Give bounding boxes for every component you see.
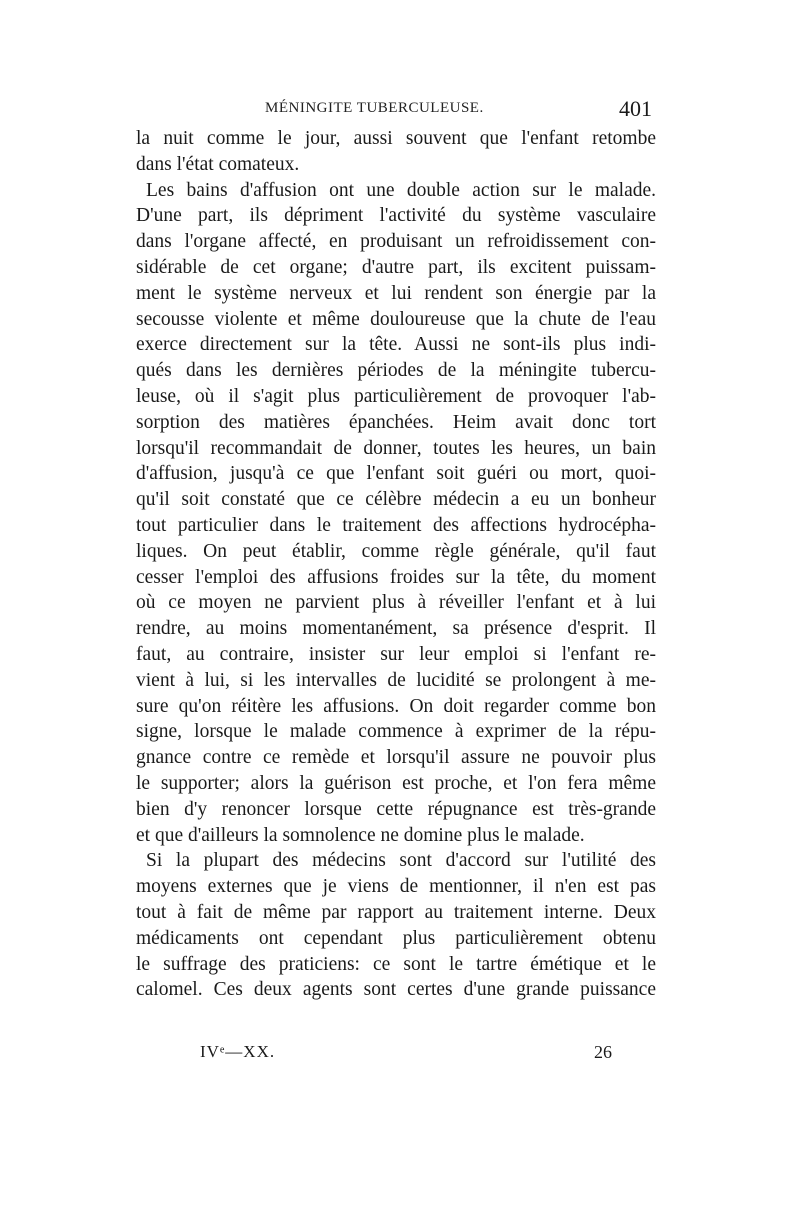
text-line: rendre, au moins momentanément, sa présence d'esprit. Il	[136, 618, 656, 640]
text-line: calomel. Ces deux agents sont certes d'une grande puissance	[136, 979, 656, 1001]
text-line: d'affusion, jusqu'à ce que l'enfant soit guéri ou mort, quoi-	[136, 463, 656, 485]
text-line: dans l'organe affecté, en produisant un refroidissement con-	[136, 231, 656, 253]
text-line: exerce directement sur la tête. Aussi ne sont-ils plus indi-	[136, 334, 656, 356]
page-footer	[200, 1042, 620, 1068]
text-line: sorption des matières épanchées. Heim avait donc tort	[136, 411, 656, 433]
text-line: Si la plupart des médecins sont d'accord sur l'utilité des	[146, 850, 656, 872]
text-line: bien d'y renoncer lorsque cette répugnance est très-grande	[136, 798, 656, 820]
text-line: qu'il soit constaté que ce célèbre médecin a eu un bonheur	[136, 489, 656, 511]
running-title: MÉNINGITE TUBERCULEUSE.	[265, 100, 484, 116]
text-line: moyens externes que je viens de mentionner, il n'en est pas	[136, 876, 656, 898]
text-line: ment le système nerveux et lui rendent son énergie par la	[136, 282, 656, 304]
text-line: D'une part, ils dépriment l'activité du système vasculaire	[136, 205, 656, 227]
printer-signature: IVᵉ—XX.	[200, 1042, 276, 1061]
text-line: et que d'ailleurs la somnolence ne domine plus le malade.	[136, 824, 585, 846]
text-line: le suffrage des praticiens: ce sont le tartre émétique et le	[136, 953, 656, 975]
text-line: secousse violente et même douloureuse que la chute de l'eau	[136, 308, 656, 330]
text-line: qués dans les dernières périodes de la méningite tubercu-	[136, 360, 656, 382]
text-line: Les bains d'affusion ont une double action sur le malade.	[146, 179, 656, 201]
text-line: la nuit comme le jour, aussi souvent que l'enfant retombe	[136, 128, 656, 149]
text-line: le supporter; alors la guérison est proche, et l'on fera même	[136, 772, 656, 794]
signature-number: 26	[594, 1042, 612, 1062]
text-line: tout particulier dans le traitement des affections hydrocépha-	[136, 514, 656, 536]
text-line: leuse, où il s'agit plus particulièrement de provoquer l'ab-	[136, 385, 656, 407]
text-line: sidérable de cet organe; d'autre part, ils excitent puissam-	[136, 256, 656, 278]
text-line: liques. On peut établir, comme règle générale, qu'il faut	[136, 540, 656, 562]
text-line: tout à fait de même par rapport au traitement interne. Deux	[136, 901, 656, 923]
page-number: 401	[619, 96, 652, 121]
text-line: gnance contre ce remède et lorsqu'il assure ne pouvoir plus	[136, 747, 656, 769]
body-text	[136, 126, 656, 1003]
text-line: sure qu'on réitère les affusions. On doit regarder comme bon	[136, 695, 656, 717]
text-line: signe, lorsque le malade commence à exprimer de la répu-	[136, 721, 656, 743]
running-head	[140, 96, 660, 122]
text-line: vient à lui, si les intervalles de lucidité se prolongent à me-	[136, 669, 656, 691]
text-line: médicaments ont cependant plus particulièrement obtenu	[136, 927, 656, 949]
text-line: faut, au contraire, insister sur leur emploi si l'enfant re-	[136, 643, 656, 665]
text-line: lorsqu'il recommandait de donner, toutes les heures, un bain	[136, 437, 656, 459]
text-line: dans l'état comateux.	[136, 153, 300, 175]
text-line: cesser l'emploi des affusions froides sur la tête, du moment	[136, 566, 656, 588]
text-line: où ce moyen ne parvient plus à réveiller l'enfant et à lui	[136, 592, 656, 614]
